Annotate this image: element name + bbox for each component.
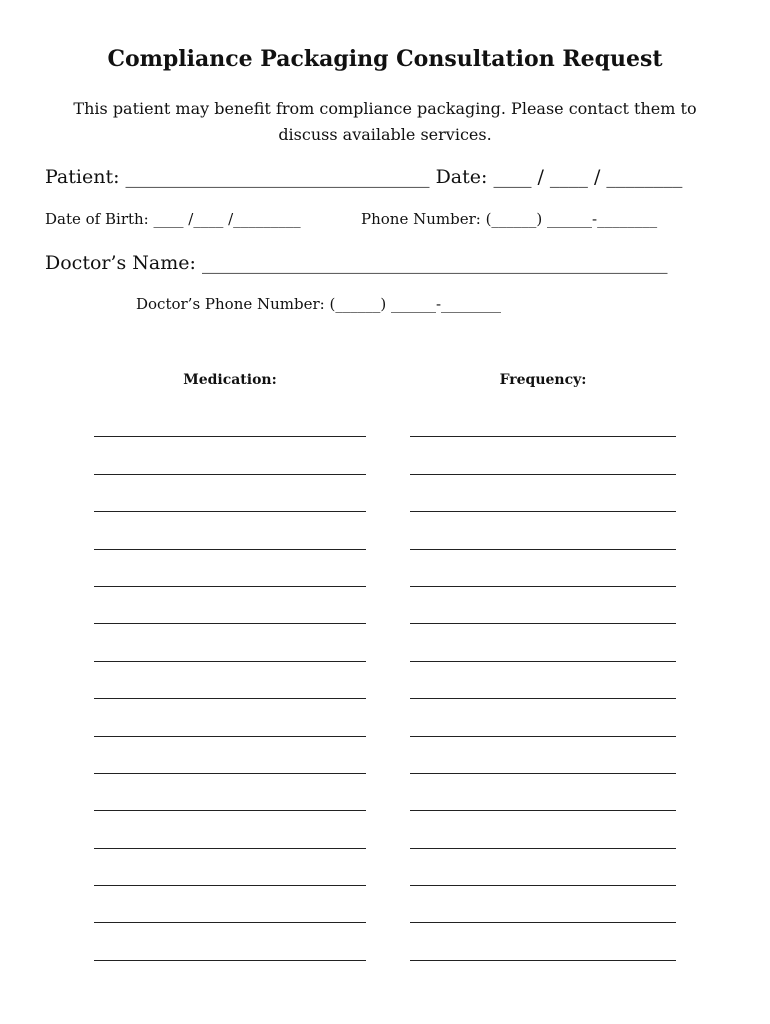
frequency-line[interactable] xyxy=(410,475,676,512)
frequency-line[interactable] xyxy=(410,699,676,736)
medication-line[interactable] xyxy=(94,475,366,512)
medication-line[interactable] xyxy=(94,624,366,661)
frequency-line[interactable] xyxy=(410,849,676,886)
doctor-phone-line[interactable]: Doctor’s Phone Number: (______) ______-________ xyxy=(136,295,502,313)
patient-date-line[interactable]: Patient: ________________________________ Date: ____ / ____ / ________ xyxy=(45,166,683,188)
frequency-line[interactable] xyxy=(410,550,676,587)
frequency-line[interactable] xyxy=(410,811,676,848)
medication-line[interactable] xyxy=(94,662,366,699)
frequency-lines xyxy=(410,400,676,961)
frequency-line[interactable] xyxy=(410,923,676,960)
frequency-line[interactable] xyxy=(410,512,676,549)
frequency-header: Frequency: xyxy=(499,372,587,388)
medication-line[interactable] xyxy=(94,811,366,848)
medication-line[interactable] xyxy=(94,737,366,774)
medication-line[interactable] xyxy=(94,923,366,960)
frequency-line[interactable] xyxy=(410,886,676,923)
intro-text: This patient may benefit from compliance packaging. Please contact them to discuss available services. xyxy=(73,99,697,144)
frequency-line[interactable] xyxy=(410,737,676,774)
medication-line[interactable] xyxy=(94,587,366,624)
medication-line[interactable] xyxy=(94,550,366,587)
frequency-line[interactable] xyxy=(410,624,676,661)
frequency-line[interactable] xyxy=(410,437,676,474)
form-title: Compliance Packaging Consultation Request xyxy=(107,46,663,72)
frequency-line[interactable] xyxy=(410,400,676,437)
medication-line[interactable] xyxy=(94,512,366,549)
medication-line[interactable] xyxy=(94,437,366,474)
frequency-line[interactable] xyxy=(410,774,676,811)
date-of-birth-line[interactable]: Date of Birth: ____ /____ /_________ xyxy=(45,210,301,228)
medication-line[interactable] xyxy=(94,699,366,736)
frequency-line[interactable] xyxy=(410,662,676,699)
doctor-name-line[interactable]: Doctor’s Name: _________________________________________________ xyxy=(45,252,668,274)
medication-line[interactable] xyxy=(94,886,366,923)
phone-number-line[interactable]: Phone Number: (______) ______-________ xyxy=(361,210,658,228)
medication-lines xyxy=(94,400,366,961)
medication-line[interactable] xyxy=(94,849,366,886)
medication-line[interactable] xyxy=(94,400,366,437)
medication-line[interactable] xyxy=(94,774,366,811)
frequency-line[interactable] xyxy=(410,587,676,624)
medication-header: Medication: xyxy=(183,372,277,388)
